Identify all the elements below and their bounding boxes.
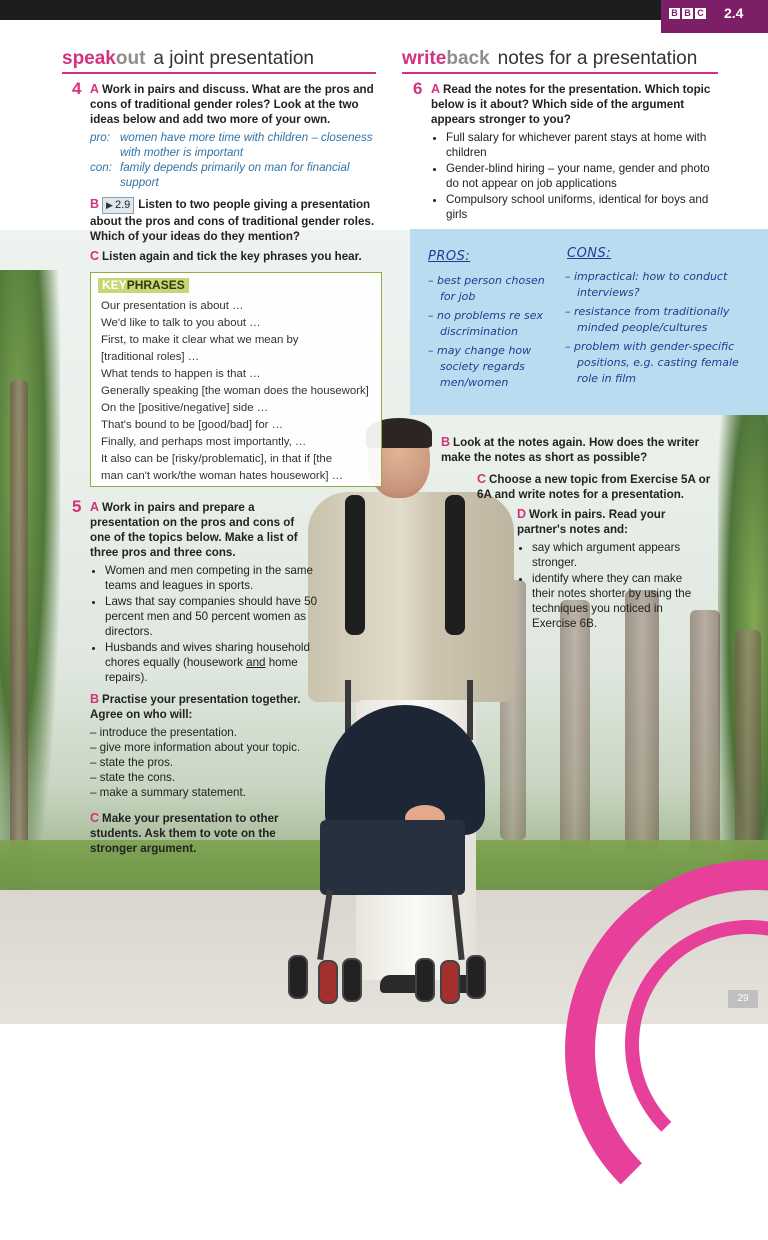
list-item: • Husbands and wives sharing household chores equally (housework and home repairs). [105, 640, 325, 685]
stroller-wheel [288, 955, 308, 999]
key-phrases-heading: KEYPHRASES [98, 278, 189, 293]
list-item: • Full salary for whichever parent stays at home with children [446, 130, 711, 160]
pros-heading: PROS: [428, 249, 471, 264]
tree-trunk [560, 600, 590, 850]
key-phrase[interactable]: Our presentation is about … [101, 300, 244, 312]
exercise-6a: 6 A Read the notes for the presentation. Which topic below is it about? Which side of the argument appears stronger to you? • Full salary for whichever parent stays at home with children • Gender-blind hiring – your name, gender and photo do not appear on job applications • Compulsory school uniforms, identical for boys and girls [413, 82, 713, 223]
key-phrases-list [101, 298, 381, 485]
list-item: – give more information about your topic. [90, 740, 325, 755]
key-phrase[interactable]: [traditional roles] … [101, 351, 200, 363]
list-item: • say which argument appears stronger. [532, 540, 707, 570]
stroller-wheel [318, 960, 338, 1004]
stroller-wheel [415, 958, 435, 1002]
speakout-heading: speakout a joint presentation [62, 48, 314, 69]
tree-trunk [690, 610, 720, 850]
exercise-6d: D Work in pairs. Read your partner's notes and: • say which argument appears stronger. • identify where they can make their notes shorter by using the techniques you noticed in Exercise 6B. [517, 507, 707, 632]
pro-con-examples: pro: women have more time with children – closeness with mother is important con: family depends primarily on man for financial support [90, 131, 373, 189]
presentation-notes-panel [410, 229, 768, 415]
list-item: – resistance from traditionally minded people/cultures [565, 305, 730, 334]
cons-list [565, 269, 765, 387]
topic-list [431, 130, 711, 222]
list-item: • Compulsory school uniforms, identical for boys and girls [446, 192, 711, 222]
play-icon: ▶ [106, 200, 113, 210]
backpack-strap [445, 495, 465, 635]
key-phrase[interactable]: On the [positive/negative] side … [101, 402, 269, 414]
list-item: – impractical: how to conduct interviews? [565, 270, 728, 299]
bbc-logo: B B C [669, 8, 706, 19]
exercise-4c: C Listen again and tick the key phrases you hear. [90, 249, 362, 263]
exercise-6b: B Look at the notes again. How does the writer make the notes as short as possible? [441, 435, 700, 464]
stroller-seat [320, 820, 465, 895]
key-phrase[interactable]: man can't work/the woman hates housework] … [101, 470, 344, 482]
topic-list [90, 563, 325, 685]
exercise-4a: 4 A Work in pairs and discuss. What are the pros and cons of traditional gender roles? Look at the two ideas below and add two more of your own. pro: women have more time with children – closeness with mother is important con: family depends primarily on man for financial support [72, 82, 377, 190]
exercise-4b: B ▶ 2.9 Listen to two people giving a presentation about the pros and cons of traditional gender roles. Which of your ideas do they mention? [90, 197, 375, 243]
stroller-wheel [342, 958, 362, 1002]
backpack-strap [345, 495, 365, 635]
key-phrase[interactable]: What tends to happen is that … [101, 368, 261, 380]
role-list [90, 725, 325, 800]
tree-foliage-left [0, 270, 60, 890]
man-jacket [308, 492, 514, 702]
key-phrase[interactable]: It also can be [risky/problematic], in that if [the [101, 453, 333, 465]
exercise-5c: C Make your presentation to other students. Ask them to vote on the stronger argument. [90, 811, 279, 855]
list-item: – best person chosen for job [428, 274, 545, 303]
exercise-5a: 5 A Work in pairs and prepare a presentation on the pros and cons of one of the topics below. Make a list of three pros and three cons. • Women and men competing in the same teams and leagues in sports. • Laws that say companies should have 50 percent men and 50 percent women as directors. • Husbands and wives sharing household chores equally (housework and home repairs). [72, 500, 312, 686]
exercise-6c: C Choose a new topic from Exercise 5A or 6A and write notes for a presentation. [477, 472, 711, 501]
stroller-wheel [440, 960, 460, 1004]
list-item: – may change how society regards men/women [428, 344, 532, 389]
list-item: – make a summary statement. [90, 785, 325, 800]
list-item: – problem with gender-specific positions, e.g. casting female role in film [565, 340, 739, 385]
key-phrases-box [90, 272, 382, 487]
list-item: • Gender-blind hiring – your name, gender and photo do not appear on job applications [446, 161, 711, 191]
stroller-handle [467, 680, 473, 740]
list-item: – introduce the presentation. [90, 725, 325, 740]
heading-rule [402, 72, 718, 74]
key-phrase[interactable]: We'd like to talk to you about … [101, 317, 261, 329]
cons-heading: CONS: [567, 246, 612, 261]
stroller-wheel [466, 955, 486, 999]
list-item: – state the pros. [90, 755, 325, 770]
key-phrase[interactable]: Generally speaking [the woman does the housework] [101, 385, 369, 397]
list-item: • Women and men competing in the same teams and leagues in sports. [105, 563, 325, 593]
tree-trunk [10, 380, 28, 850]
list-item: – no problems re sex discrimination [428, 309, 543, 338]
heading-rule [62, 72, 376, 74]
top-bar [0, 0, 768, 20]
audio-track-button[interactable]: ▶ 2.9 [102, 197, 134, 214]
exercise-5b: B Practise your presentation together. Agree on who will: – introduce the presentation. – give more information about your topic. – state the pros. – state the cons. – make a summary statement. [90, 692, 325, 800]
list-item: • identify where they can make their notes shorter by using the techniques you noticed in Exercise 6B. [532, 571, 707, 631]
key-phrase[interactable]: Finally, and perhaps most importantly, … [101, 436, 307, 448]
list-item: – state the cons. [90, 770, 325, 785]
page-number: 29 [728, 990, 758, 1008]
key-phrase[interactable]: First, to make it clear what we mean by [101, 334, 299, 346]
review-list [517, 540, 707, 631]
list-item: • Laws that say companies should have 50 percent men and 50 percent women as directors. [105, 594, 325, 639]
writeback-heading: writeback notes for a presentation [402, 48, 698, 69]
unit-number: 2.4 [724, 5, 744, 21]
pros-list [428, 273, 578, 391]
tree-trunk [735, 630, 761, 850]
key-phrase[interactable]: That's bound to be [good/bad] for … [101, 419, 284, 431]
